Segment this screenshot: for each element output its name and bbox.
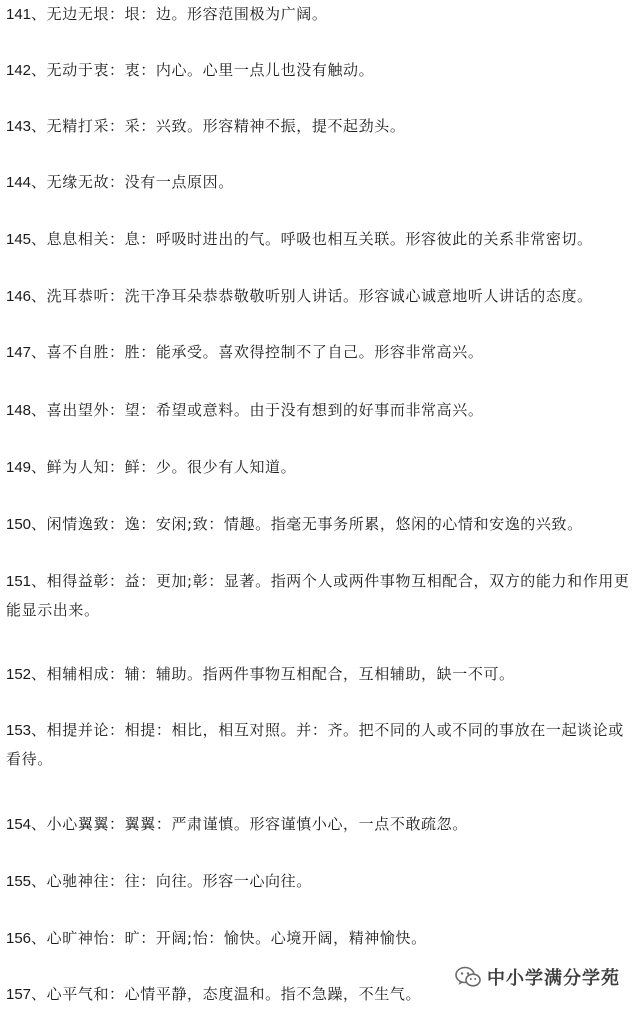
entry-number: 153: [6, 722, 32, 739]
idiom-entry-144: [6, 168, 634, 197]
entry-term: 无边无垠: [46, 5, 110, 23]
idiom-entry-145: [6, 225, 634, 254]
entry-separator: 、: [31, 230, 47, 248]
idiom-entry-152: [6, 660, 634, 689]
entry-number: 142: [6, 62, 32, 79]
entry-term: 无缘无故: [46, 173, 110, 191]
entry-separator: 、: [31, 515, 47, 533]
entry-number: 145: [6, 231, 32, 248]
entry-number: 144: [6, 174, 32, 191]
entry-separator: 、: [31, 287, 47, 305]
entry-separator: 、: [31, 458, 47, 476]
entry-definition: ：鲜：少。很少有人知道。: [109, 458, 297, 476]
watermark-text: 中小学满分学苑: [487, 968, 620, 989]
entry-number: 149: [6, 459, 32, 476]
entry-term: 相提并论: [46, 721, 110, 739]
entry-term: 相辅相成: [46, 665, 110, 683]
entry-term: 心驰神往: [46, 872, 110, 890]
idiom-entry-154: [6, 810, 634, 839]
entry-definition: ：采：兴致。形容精神不振，提不起劲头。: [109, 117, 406, 135]
entry-definition: ：望：希望或意料。由于没有想到的好事而非常高兴。: [109, 401, 484, 419]
entry-definition: ：旷：开阔;怡：愉快。心境开阔，精神愉快。: [109, 929, 427, 947]
idiom-entry-153: [6, 716, 634, 774]
entry-separator: 、: [31, 721, 47, 739]
entry-number: 143: [6, 118, 32, 135]
watermark: [451, 964, 624, 990]
entry-definition: ：翼翼：严肃谨慎。形容谨慎小心，一点不敢疏忽。: [109, 815, 468, 833]
entry-definition: ：息：呼吸时进出的气。呼吸也相互关联。形容彼此的关系非常密切。: [109, 230, 593, 248]
entry-number: 148: [6, 402, 32, 419]
entry-definition: ：胜：能承受。喜欢得控制不了自己。形容非常高兴。: [109, 343, 484, 361]
idiom-entry-142: [6, 56, 634, 85]
idiom-entry-143: [6, 112, 634, 141]
idiom-entry-155: [6, 867, 634, 896]
idiom-entry-156: [6, 924, 634, 953]
entry-separator: 、: [31, 5, 47, 23]
entry-separator: 、: [31, 872, 47, 890]
entry-term: 鲜为人知: [46, 458, 110, 476]
entry-separator: 、: [31, 173, 47, 191]
entry-term: 心平气和: [46, 985, 110, 1003]
wechat-logo-icon: [455, 966, 481, 988]
idiom-entry-149: [6, 453, 634, 482]
entry-number: 155: [6, 873, 32, 890]
entry-separator: 、: [31, 61, 47, 79]
entry-separator: 、: [31, 985, 47, 1003]
entry-definition: ：没有一点原因。: [109, 173, 234, 191]
entry-separator: 、: [31, 665, 47, 683]
idiom-entry-146: [6, 282, 634, 311]
entry-definition: ：洗干净耳朵恭恭敬敬听别人讲话。形容诚心诚意地听人讲话的态度。: [109, 287, 593, 305]
entry-term: 心旷神怡: [46, 929, 110, 947]
idiom-entry-147: [6, 338, 634, 367]
entry-term: 小心翼翼: [46, 815, 110, 833]
entry-number: 157: [6, 986, 32, 1003]
idiom-entry-150: [6, 510, 634, 539]
entry-number: 150: [6, 516, 32, 533]
entry-number: 156: [6, 930, 32, 947]
entry-separator: 、: [31, 117, 47, 135]
entry-term: 喜不自胜: [46, 343, 110, 361]
entry-definition: ：益：更加;彰：显著。指两个人或两件事物互相配合，双方的能力和作用更能显示出来。: [6, 572, 630, 619]
entry-term: 息息相关: [46, 230, 110, 248]
entry-number: 147: [6, 344, 32, 361]
idiom-entry-148: [6, 396, 634, 425]
entry-separator: 、: [31, 929, 47, 947]
entry-number: 141: [6, 6, 32, 23]
entry-term: 相得益彰: [46, 572, 110, 590]
entry-separator: 、: [31, 343, 47, 361]
entry-definition: ：相提：相比，相互对照。并：齐。把不同的人或不同的事放在一起谈论或看待。: [6, 721, 624, 768]
entry-definition: ：辅：辅助。指两件事物互相配合，互相辅助，缺一不可。: [109, 665, 515, 683]
entry-number: 154: [6, 816, 32, 833]
idiom-entry-141: [6, 0, 634, 29]
entry-definition: ：往：向往。形容一心向往。: [109, 872, 312, 890]
entry-definition: ：衷：内心。心里一点儿也没有触动。: [109, 61, 375, 79]
entry-number: 146: [6, 288, 32, 305]
entry-term: 闲情逸致: [46, 515, 110, 533]
entry-term: 无精打采: [46, 117, 110, 135]
entry-definition: ：垠：边。形容范围极为广阔。: [109, 5, 328, 23]
entry-definition: ：逸：安闲;致：情趣。指毫无事务所累，悠闲的心情和安逸的兴致。: [109, 515, 583, 533]
entry-term: 洗耳恭听: [46, 287, 110, 305]
entry-separator: 、: [31, 401, 47, 419]
entry-separator: 、: [31, 815, 47, 833]
entry-number: 152: [6, 666, 32, 683]
entry-separator: 、: [31, 572, 47, 590]
entry-number: 151: [6, 573, 32, 590]
entry-definition: ：心情平静，态度温和。指不急躁，不生气。: [109, 985, 422, 1003]
entry-term: 喜出望外: [46, 401, 110, 419]
idiom-entry-151: [6, 567, 634, 625]
entry-term: 无动于衷: [46, 61, 110, 79]
